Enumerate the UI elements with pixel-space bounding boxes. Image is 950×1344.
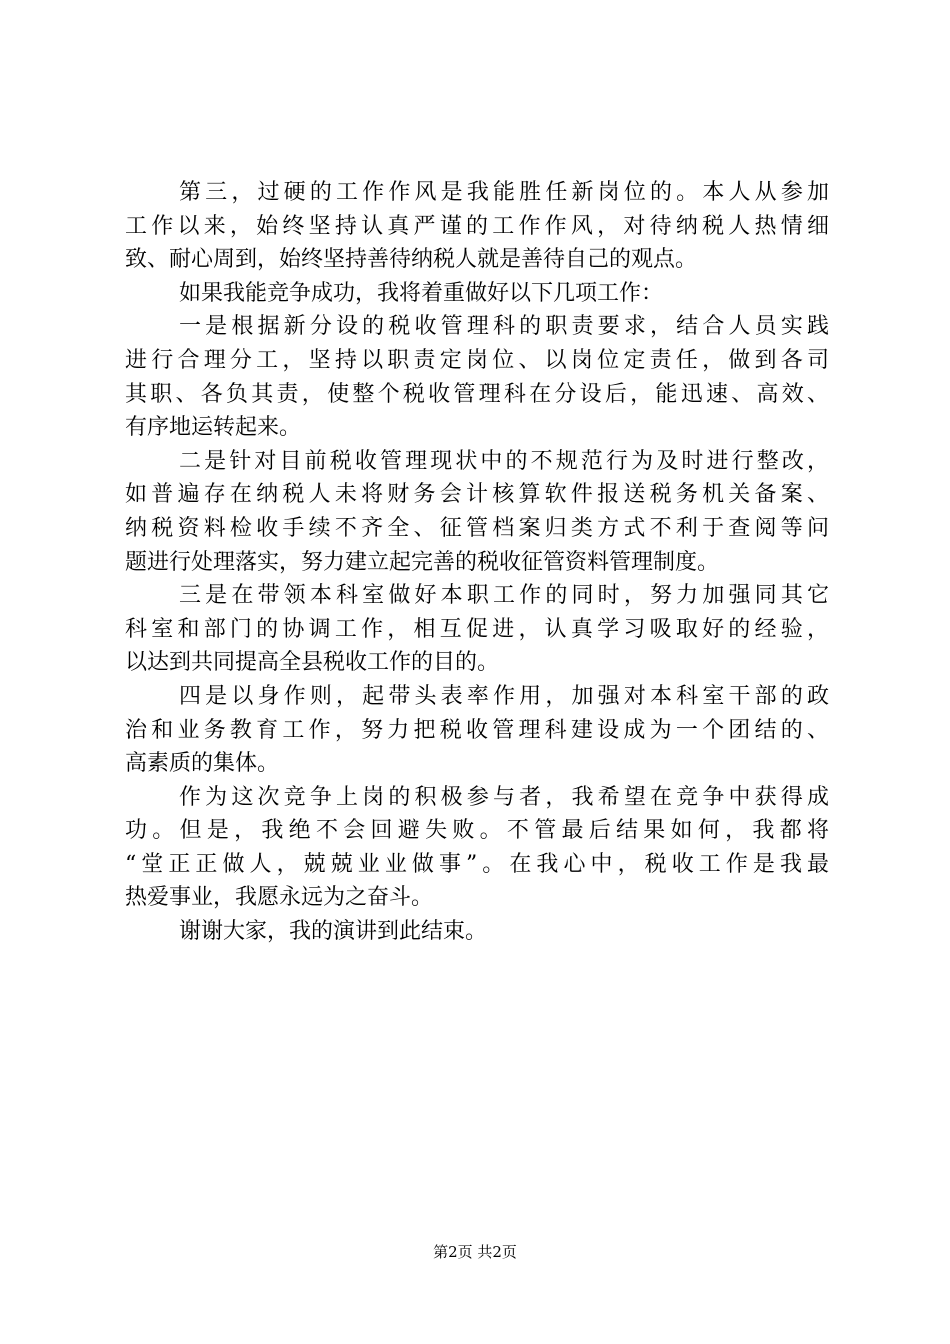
paragraph-line: 谢谢大家，我的演讲到此结束。 [179, 919, 488, 945]
speech-body [125, 176, 829, 949]
paragraph-line: 治和业务教育工作，努力把税收管理科建设成为一个团结的、 [125, 717, 829, 743]
paragraph-line: 如普遍存在纳税人未将财务会计核算软件报送税务机关备案、 [125, 482, 829, 508]
page-number-footer: 第2页 共2页 [433, 1243, 517, 1261]
paragraph-line: 三是在带领本科室做好本职工作的同时，努力加强同其它 [179, 583, 829, 609]
paragraph-line: 如果我能竞争成功，我将着重做好以下几项工作： [179, 280, 664, 306]
paragraph-line: “堂正正做人，兢兢业业做事”。在我心中，税收工作是我最 [125, 851, 829, 877]
paragraph-line: 功。但是，我绝不会回避失败。不管最后结果如何，我都将 [125, 818, 829, 844]
paragraph-line: 四是以身作则，起带头表率作用，加强对本科室干部的政 [179, 683, 829, 709]
paragraph-line: 致、耐心周到，始终坚持善待纳税人就是善待自己的观点。 [125, 247, 698, 273]
paragraph-line: 纳税资料检收手续不齐全、征管档案归类方式不利于查阅等问 [125, 515, 829, 541]
paragraph-line: 进行合理分工，坚持以职责定岗位、以岗位定责任，做到各司 [125, 347, 829, 373]
paragraph-line: 有序地运转起来。 [125, 415, 302, 441]
paragraph-line: 一是根据新分设的税收管理科的职责要求，结合人员实践 [179, 314, 829, 340]
paragraph-line: 高素质的集体。 [125, 751, 280, 777]
paragraph-line: 以达到共同提高全县税收工作的目的。 [125, 650, 500, 676]
paragraph-line: 二是针对目前税收管理现状中的不规范行为及时进行整改， [179, 448, 829, 474]
paragraph-line: 题进行处理落实，努力建立起完善的税收征管资料管理制度。 [125, 549, 720, 575]
paragraph-line: 热爱事业，我愿永远为之奋斗。 [125, 885, 434, 911]
paragraph-line: 其职、各负其责，使整个税收管理科在分设后，能迅速、高效、 [125, 381, 829, 407]
paragraph-line: 第三，过硬的工作作风是我能胜任新岗位的。本人从参加 [179, 180, 829, 205]
paragraph-line: 工作以来，始终坚持认真严谨的工作作风，对待纳税人热情细 [125, 213, 829, 239]
paragraph-line: 科室和部门的协调工作，相互促进，认真学习吸取好的经验， [125, 616, 829, 642]
paragraph-line: 作为这次竞争上岗的积极参与者，我希望在竞争中获得成 [179, 784, 829, 810]
